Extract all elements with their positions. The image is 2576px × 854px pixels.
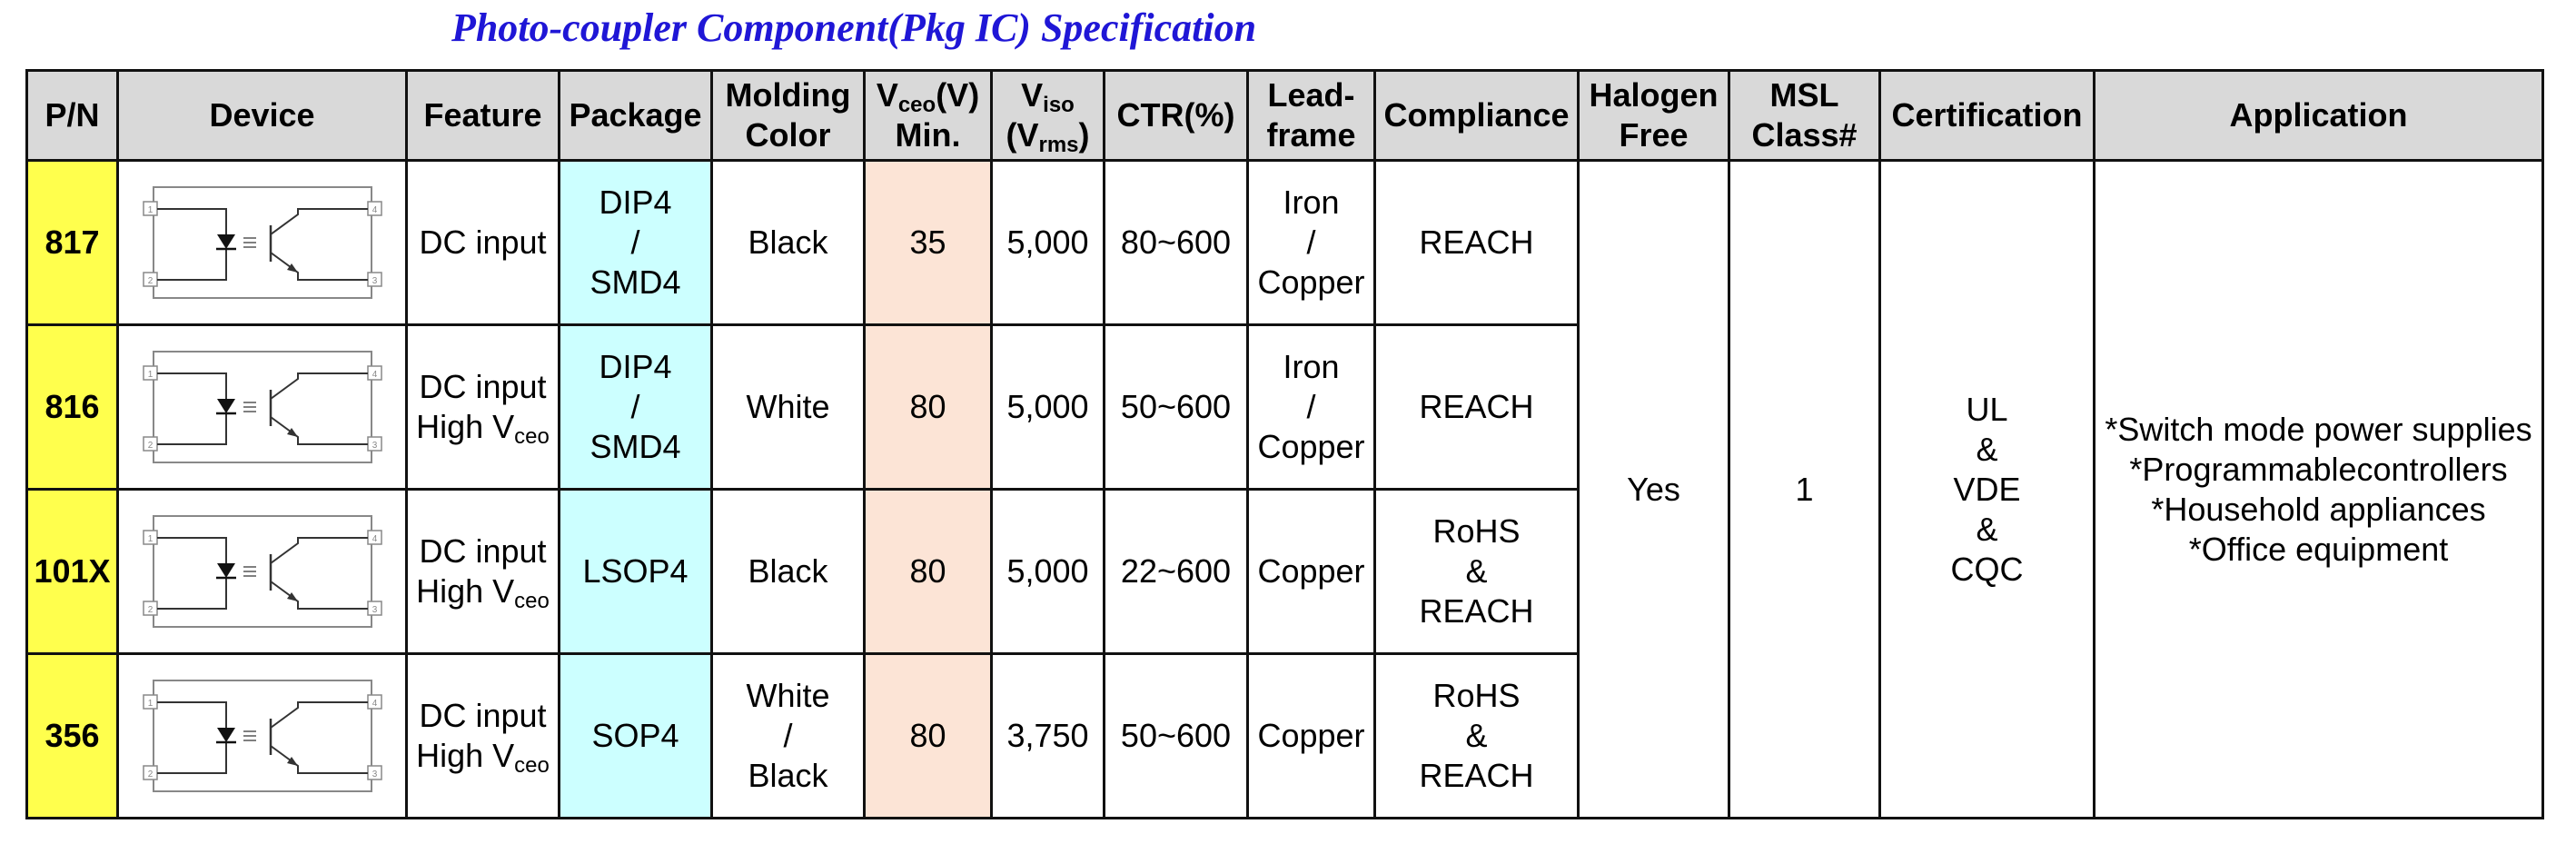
package-cell: SOP4 — [560, 654, 712, 819]
svg-text:1: 1 — [147, 205, 153, 215]
svg-text:3: 3 — [372, 276, 377, 286]
ctr-cell: 50~600 — [1105, 325, 1248, 490]
feature-cell: DC input — [407, 161, 560, 325]
viso-cell: 5,000 — [992, 325, 1105, 490]
svg-text:3: 3 — [372, 441, 377, 451]
header-viso: $V_{iso}$ $(V_{rms})$ — [992, 71, 1105, 161]
photo-coupler-schematic-icon — [140, 182, 385, 303]
header-feature: Feature — [407, 71, 560, 161]
compliance-cell: REACH — [1375, 161, 1579, 325]
compliance-cell: RoHS & REACH — [1375, 654, 1579, 819]
svg-text:3: 3 — [372, 770, 377, 780]
header-row — [27, 71, 2543, 161]
pn-cell: 816 — [27, 325, 118, 490]
device-cell — [118, 490, 407, 654]
svg-text:3: 3 — [372, 605, 377, 615]
pn-cell: 101X — [27, 490, 118, 654]
molding-color-cell: Black — [712, 490, 865, 654]
ctr-cell: 50~600 — [1105, 654, 1248, 819]
feature-cell: DC input High $V_{ceo}$ — [407, 490, 560, 654]
feature-cell: DC input High $V_{ceo}$ — [407, 654, 560, 819]
photo-coupler-schematic-icon — [140, 675, 385, 797]
header-certification: Certification — [1880, 71, 2095, 161]
table-row — [27, 161, 2543, 325]
compliance-cell: RoHS & REACH — [1375, 490, 1579, 654]
photo-coupler-schematic-icon — [140, 346, 385, 468]
ctr-cell: 80~600 — [1105, 161, 1248, 325]
halogen-free-cell: Yes — [1579, 161, 1729, 819]
svg-text:4: 4 — [372, 699, 377, 709]
leadframe-cell: Iron / Copper — [1248, 325, 1375, 490]
header-pn: P/N — [27, 71, 118, 161]
svg-text:2: 2 — [147, 770, 153, 780]
header-msl-class: MSL Class# — [1729, 71, 1880, 161]
viso-cell: 5,000 — [992, 490, 1105, 654]
svg-text:2: 2 — [147, 605, 153, 615]
photo-coupler-schematic-icon — [140, 511, 385, 632]
page-title: Photo-coupler Component(Pkg IC) Specification — [451, 5, 1257, 50]
vceo-cell: 80 — [865, 654, 992, 819]
leadframe-cell: Copper — [1248, 490, 1375, 654]
certification-cell: UL & VDE & CQC — [1880, 161, 2095, 819]
svg-text:2: 2 — [147, 441, 153, 451]
header-device: Device — [118, 71, 407, 161]
ctr-cell: 22~600 — [1105, 490, 1248, 654]
header-halogen-free: Halogen Free — [1579, 71, 1729, 161]
leadframe-cell: Copper — [1248, 654, 1375, 819]
svg-text:2: 2 — [147, 276, 153, 286]
package-cell: DIP4 / SMD4 — [560, 325, 712, 490]
header-package: Package — [560, 71, 712, 161]
spec-table — [25, 69, 2544, 819]
package-cell: DIP4 / SMD4 — [560, 161, 712, 325]
vceo-cell: 80 — [865, 325, 992, 490]
viso-cell: 3,750 — [992, 654, 1105, 819]
header-application: Application — [2095, 71, 2543, 161]
svg-text:4: 4 — [372, 534, 377, 544]
svg-text:1: 1 — [147, 370, 153, 380]
svg-text:4: 4 — [372, 370, 377, 380]
vceo-cell: 80 — [865, 490, 992, 654]
vceo-cell: 35 — [865, 161, 992, 325]
header-compliance: Compliance — [1375, 71, 1579, 161]
viso-cell: 5,000 — [992, 161, 1105, 325]
molding-color-cell: White — [712, 325, 865, 490]
device-cell — [118, 654, 407, 819]
molding-color-cell: Black — [712, 161, 865, 325]
svg-text:1: 1 — [147, 534, 153, 544]
msl-class-cell: 1 — [1729, 161, 1880, 819]
pn-cell: 356 — [27, 654, 118, 819]
svg-text:1: 1 — [147, 699, 153, 709]
header-leadframe: Lead- frame — [1248, 71, 1375, 161]
device-cell — [118, 325, 407, 490]
feature-cell: DC input High $V_{ceo}$ — [407, 325, 560, 490]
pn-cell: 817 — [27, 161, 118, 325]
header-vceo: $V_{ceo}(V)$ Min. — [865, 71, 992, 161]
package-cell: LSOP4 — [560, 490, 712, 654]
svg-text:4: 4 — [372, 205, 377, 215]
leadframe-cell: Iron / Copper — [1248, 161, 1375, 325]
header-molding-color: Molding Color — [712, 71, 865, 161]
header-ctr: CTR(%) — [1105, 71, 1248, 161]
compliance-cell: REACH — [1375, 325, 1579, 490]
molding-color-cell: White / Black — [712, 654, 865, 819]
device-cell — [118, 161, 407, 325]
application-cell: *Switch mode power supplies *Programmablecontrollers *Household appliances *Office equipment — [2095, 161, 2543, 819]
